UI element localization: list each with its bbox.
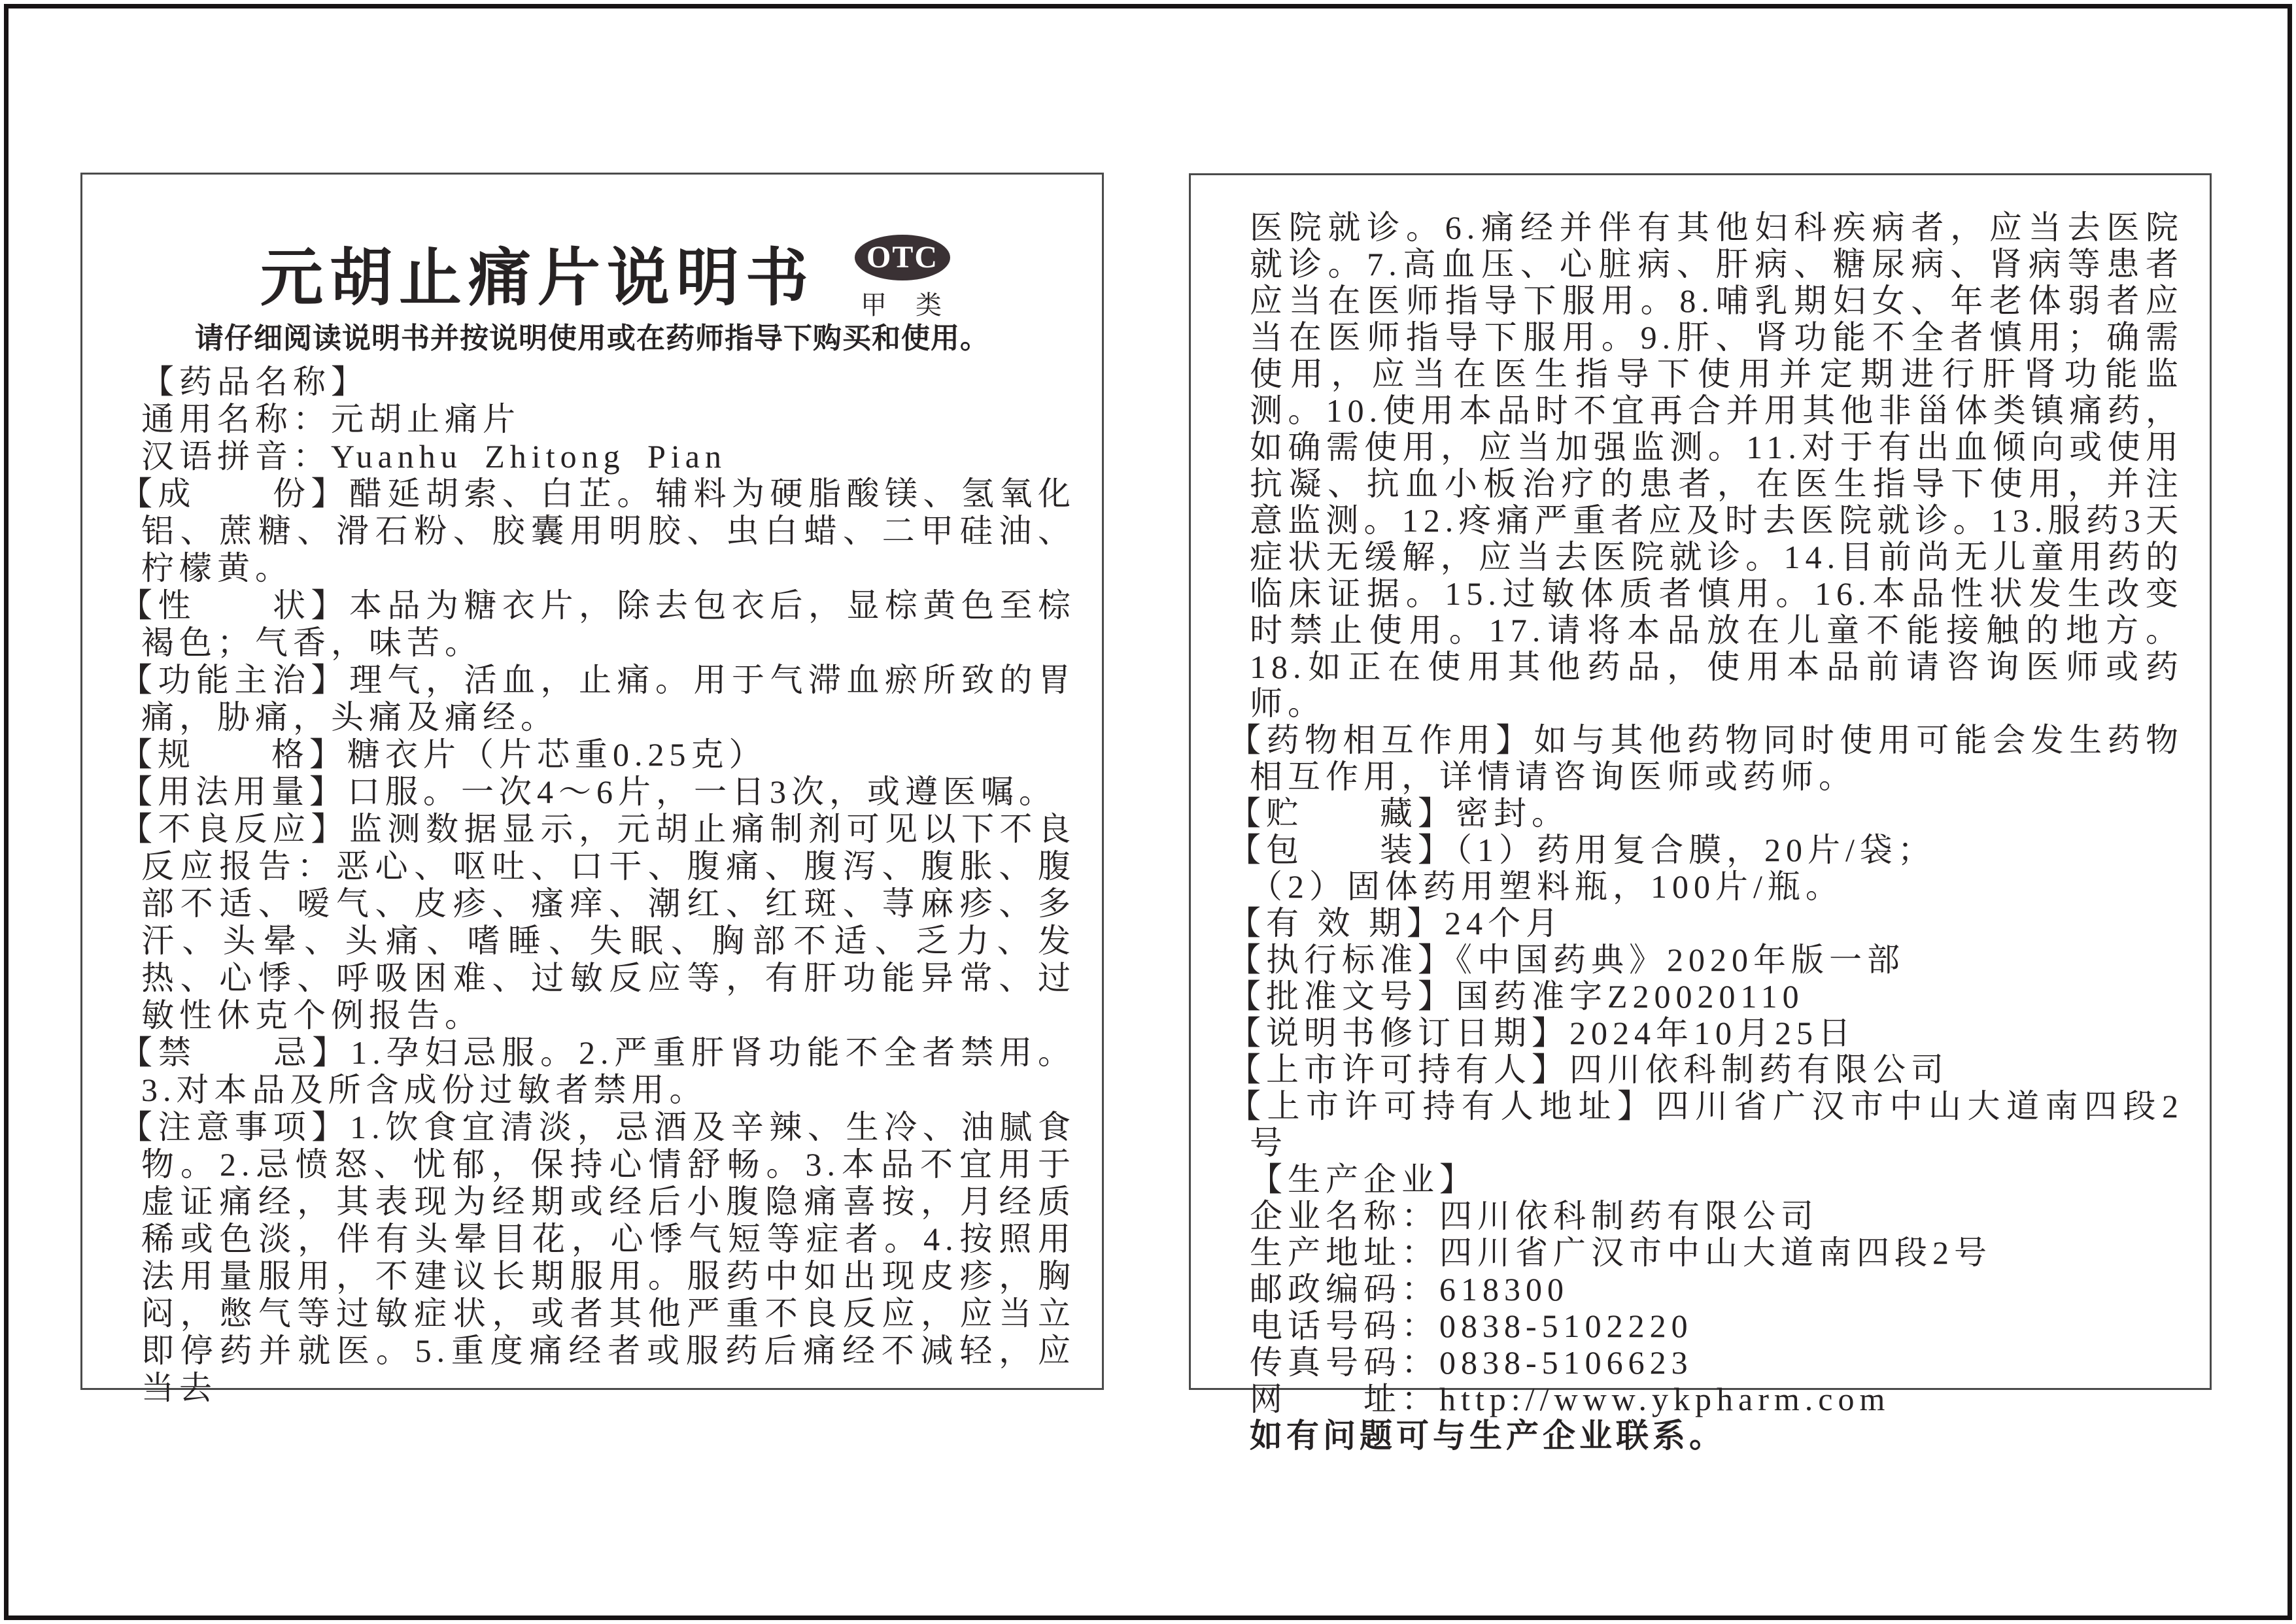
section-body: 监测数据显示，元胡止痛制剂可见以下不良反应报告：恶心、呕吐、口干、腹痛、腹泻、腹胀、腹部不适、嗳气、皮疹、瘙痒、潮红、红斑、荨麻疹、多汗、头晕、头痛、嗜睡、失眠、胸部不适、乏力、发热、心悸、呼吸困难、过敏反应等，有肝功能异常、过敏性休克个例报告。 [141, 811, 1076, 1034]
section-approval-number [1228, 978, 2184, 1015]
section-label: 【上市许可持有人地址】 [1228, 1088, 1656, 1125]
pinyin-line: 汉语拼音：Yuanhu Zhitong Pian [141, 438, 727, 475]
section-label: 【成 份】 [120, 475, 349, 512]
section-body: 口服。一次4～6片，一日3次，或遵医嘱。 [347, 773, 1057, 810]
section-label: 【性 状】 [120, 587, 349, 624]
section-adverse-reactions [120, 811, 1076, 1034]
section-drug-interactions [1228, 722, 2184, 795]
leaflet-left-page [80, 173, 1104, 1406]
manufacturer-name: 企业名称：四川依科制药有限公司 [1250, 1198, 1819, 1234]
generic-name-line: 通用名称：元胡止痛片 [141, 401, 521, 437]
section-precautions [120, 1109, 1076, 1407]
section-body: 如与其他药物同时使用可能会发生药物相互作用，详情请咨询医师或药师。 [1250, 722, 2184, 795]
manufacturer-postcode: 邮政编码：618300 [1250, 1271, 1569, 1308]
otc-badge-icon: OTC [855, 235, 950, 280]
section-storage [1228, 795, 2184, 832]
precautions-continued: 医院就诊。6.痛经并伴有其他妇科疾病者，应当去医院就诊。7.高血压、心脏病、肝病、糖尿病、肾病等患者应当在医师指导下服用。8.哺乳期妇女、年老体弱者应当在医师指导下服用。9.肝、肾功能不全者慎用；确需使用，应当在医生指导下使用并定期进行肝肾功能监测。10.使用本品时不宜再合并用其他非甾体类镇痛药，如确需使用，应当加强监测。11.对于有出血倾向或使用抗凝、抗血小板治疗的患者，在医生指导下使用，并注意监测。12.疼痛严重者应及时去医院就诊。13.服药3天症状无缓解，应当去医院就诊。14.目前尚无儿童用药的临床证据。15.过敏体质者慎用。16.本品性状发生改变时禁止使用。17.请将本品放在儿童不能接触的地方。18.如正在使用其他药品，使用本品前请咨询医师或药师。 [1250, 209, 2184, 722]
section-body: （1）药用复合膜，20片/袋； [1456, 832, 1936, 868]
section-body: 国药准字Z20020110 [1456, 978, 1804, 1015]
section-label: 【贮 藏】 [1228, 795, 1456, 832]
section-label: 【规 格】 [120, 736, 347, 773]
leaflet-right-page [1189, 173, 2212, 1454]
section-revision-date [1228, 1015, 2184, 1051]
section-specification [120, 736, 1076, 773]
right-page-body [1228, 209, 2184, 1454]
section-label: 【有 效 期】 [1228, 905, 1445, 941]
left-page-body [120, 364, 1076, 1407]
section-packaging [1228, 832, 2184, 868]
manufacturer-phone: 电话号码：0838-5102220 [1250, 1308, 1693, 1344]
section-body: 理气，活血，止痛。用于气滞血瘀所致的胃痛，胁痛，头痛及痛经。 [141, 662, 1076, 736]
section-body: 《中国药典》2020年版一部 [1456, 941, 1905, 978]
section-label: 【药物相互作用】 [1228, 722, 1534, 758]
manufacturer-address: 生产地址：四川省广汉市中山大道南四段2号 [1250, 1234, 1992, 1271]
section-standard [1228, 941, 2184, 978]
section-license-holder [1228, 1051, 2184, 1088]
drug-name-heading: 【药品名称】 [141, 364, 369, 400]
otc-class-label: 甲 类 [861, 290, 944, 320]
manufacturer-fax: 传真号码：0838-5106623 [1250, 1344, 1693, 1381]
section-label: 【批准文号】 [1228, 978, 1456, 1015]
section-body: 24个月 [1445, 905, 1564, 941]
section-label: 【执行标准】 [1228, 941, 1456, 978]
document-title: 元胡止痛片说明书 [260, 243, 815, 313]
section-body: 四川依科制药有限公司 [1569, 1051, 1949, 1088]
section-label: 【注意事项】 [120, 1109, 351, 1145]
section-indications [120, 662, 1076, 736]
section-validity [1228, 905, 2184, 941]
section-body: 本品为糖衣片，除去包衣后，显棕黄色至棕褐色；气香，味苦。 [141, 587, 1076, 661]
section-properties [120, 587, 1076, 662]
section-label: 【不良反应】 [120, 811, 349, 847]
section-body: 1.孕妇忌服。2.严重肝肾功能不全者禁用。3.对本品及所含成份过敏者禁用。 [141, 1034, 1076, 1108]
section-label: 【用法用量】 [120, 773, 347, 810]
section-label: 【功能主治】 [120, 662, 349, 698]
section-label: 【禁 忌】 [120, 1034, 351, 1071]
section-body: 2024年10月25日 [1569, 1015, 1856, 1051]
read-instructions-notice: 请仔细阅读说明书并按说明使用或在药师指导下购买和使用。 [195, 322, 989, 354]
section-body: 糖衣片（片芯重0.25克） [347, 736, 767, 773]
packaging-line-2: （2）固体药用塑料瓶，100片/瓶。 [1250, 868, 1843, 905]
contact-footer-note: 如有问题可与生产企业联系。 [1250, 1417, 1726, 1454]
section-holder-address [1228, 1088, 2184, 1161]
section-label: 【说明书修订日期】 [1228, 1015, 1569, 1051]
section-body: 1.饮食宜清淡，忌酒及辛辣、生冷、油腻食物。2.忌愤怒、忧郁，保持心情舒畅。3.本品不宜用于虚证痛经，其表现为经期或经后小腹隐痛喜按，月经质稀或色淡，伴有头晕目花，心悸气短等症者。4.按照用法用量服用，不建议长期服用。服药中如出现皮疹，胸闷，憋气等过敏症状，或者其他严重不良反应，应当立即停药并就医。5.重度痛经者或服药后痛经不减轻，应当去 [141, 1109, 1076, 1406]
section-body: 醋延胡索、白芷。辅料为硬脂酸镁、氢氧化铝、蔗糖、滑石粉、胶囊用明胶、虫白蜡、二甲硅油、柠檬黄。 [141, 475, 1076, 586]
section-label: 【包 装】 [1228, 832, 1456, 868]
section-body: 四川省广汉市中山大道南四段2号 [1250, 1088, 2184, 1161]
section-ingredients [120, 475, 1076, 587]
section-body: 密封。 [1456, 795, 1569, 832]
section-contraindications [120, 1034, 1076, 1109]
manufacturer-heading: 【生产企业】 [1250, 1161, 1477, 1198]
manufacturer-website: 网 址：http://www.ykpharm.com [1250, 1381, 1891, 1417]
section-dosage [120, 773, 1076, 811]
otc-mark [853, 235, 952, 322]
section-label: 【上市许可持有人】 [1228, 1051, 1569, 1088]
